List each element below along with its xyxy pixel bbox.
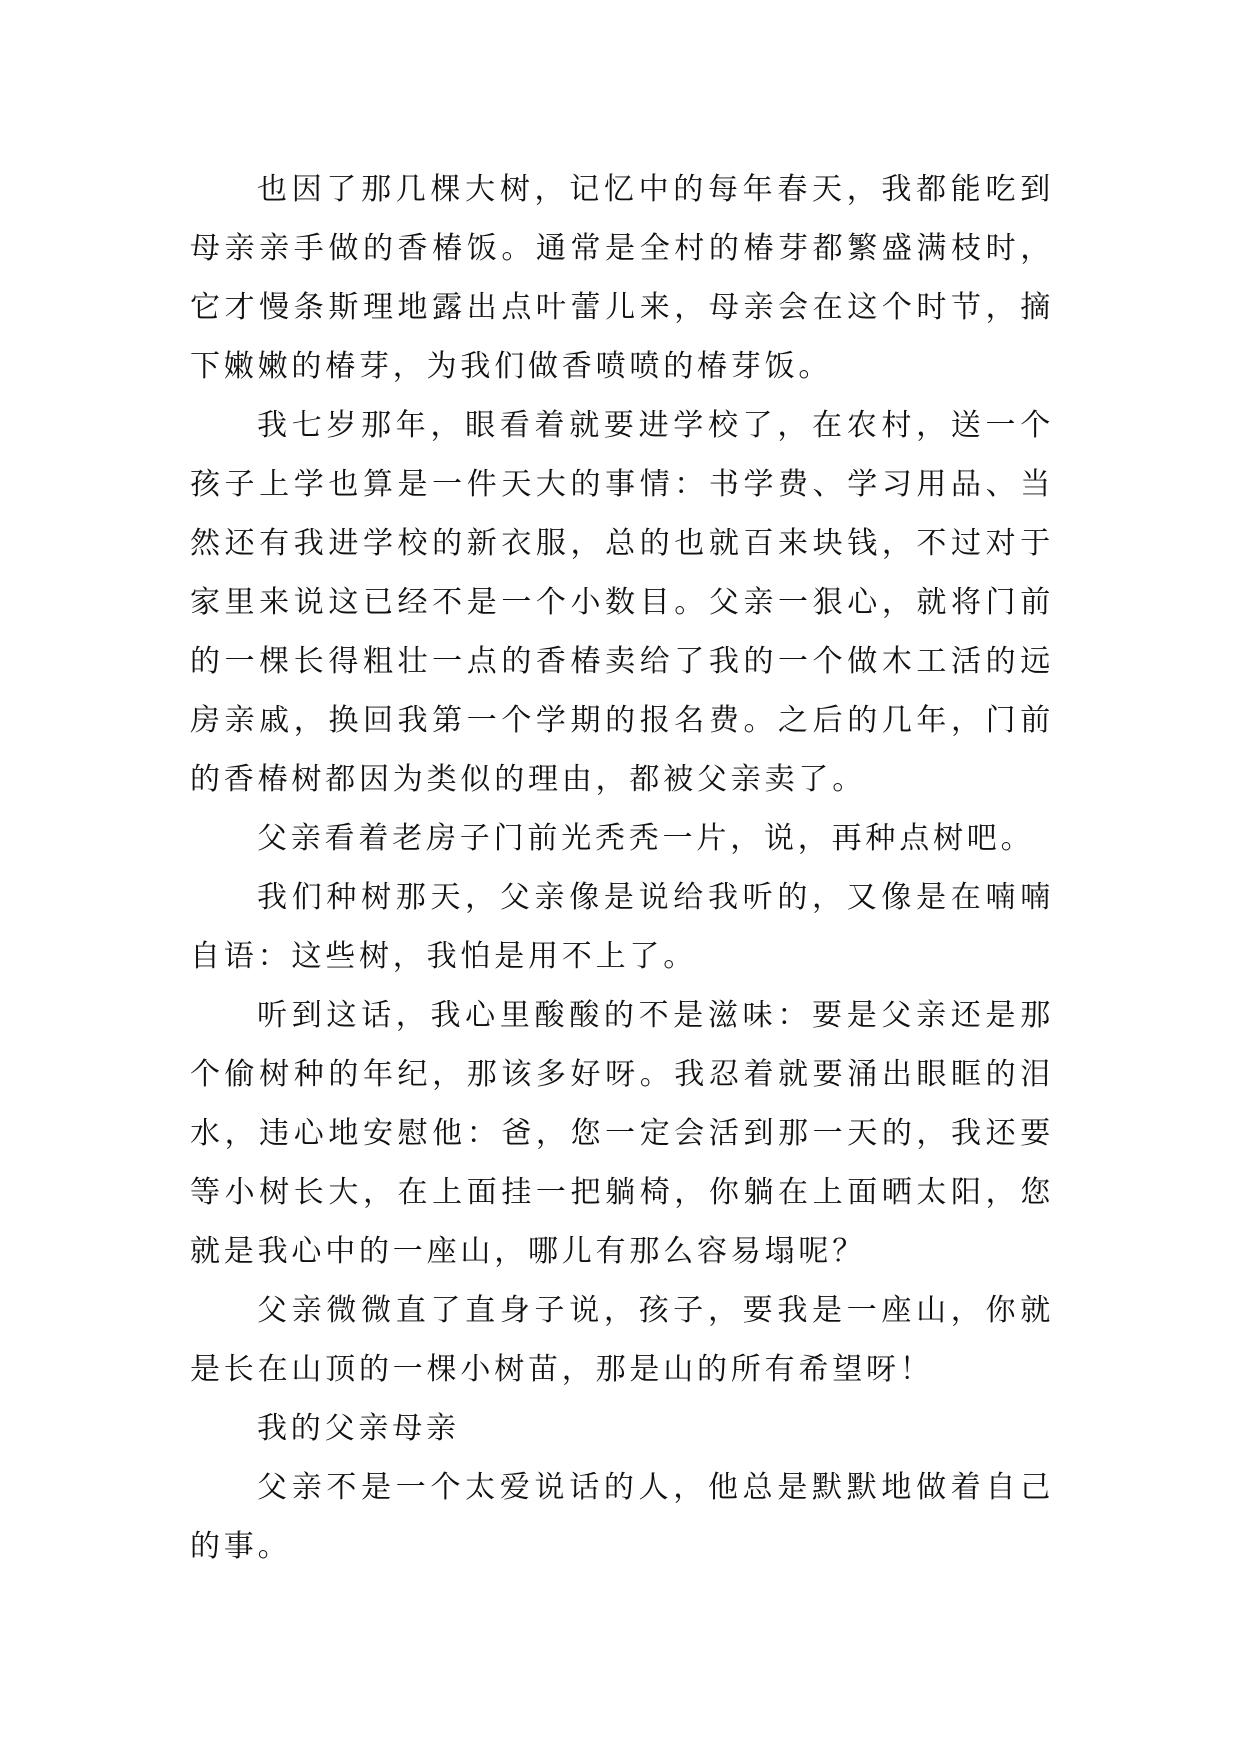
paragraph-6: 父亲微微直了直身子说，孩子，要我是一座山，你就是长在山顶的一棵小树苗，那是山的所有希望呀！ [190,1293,1054,1387]
paragraph-2: 我七岁那年，眼看着就要进学校了，在农村，送一个孩子上学也算是一件天大的事情：书学费、学习用品、当然还有我进学校的新衣服，总的也就百来块钱，不过对于家里来说这已经不是一个小数目。父亲一狠心，就将门前的一棵长得粗壮一点的香椿卖给了我的一个做木工活的远房亲戚，换回我第一个学期的报名费。之后的几年，门前的香椿树都因为类似的理由，都被父亲卖了。 [190,408,1054,797]
paragraph-5: 听到这话，我心里酸酸的不是滋味：要是父亲还是那个偷树种的年纪，那该多好呀。我忍着就要涌出眼眶的泪水，违心地安慰他：爸，您一定会活到那一天的，我还要等小树长大，在上面挂一把躺椅，你躺在上面晒太阳，您就是我心中的一座山，哪儿有那么容易塌呢？ [190,998,1054,1269]
paragraph-3: 父亲看着老房子门前光秃秃一片，说，再种点树吧。 [257,821,1035,856]
paragraph-4: 我们种树那天，父亲像是说给我听的，又像是在喃喃自语：这些树，我怕是用不上了。 [190,880,1054,974]
paragraph-7: 父亲不是一个太爱说话的人，他总是默默地做着自己的事。 [190,1470,1054,1564]
body-text [190,160,1054,1576]
paragraph-1: 也因了那几棵大树，记忆中的每年春天，我都能吃到母亲亲手做的香椿饭。通常是全村的椿芽都繁盛满枝时，它才慢条斯理地露出点叶蕾儿来，母亲会在这个时节，摘下嫩嫩的椿芽，为我们做香喷喷的椿芽饭。 [190,172,1054,384]
section-heading: 我的父亲母亲 [257,1411,460,1446]
